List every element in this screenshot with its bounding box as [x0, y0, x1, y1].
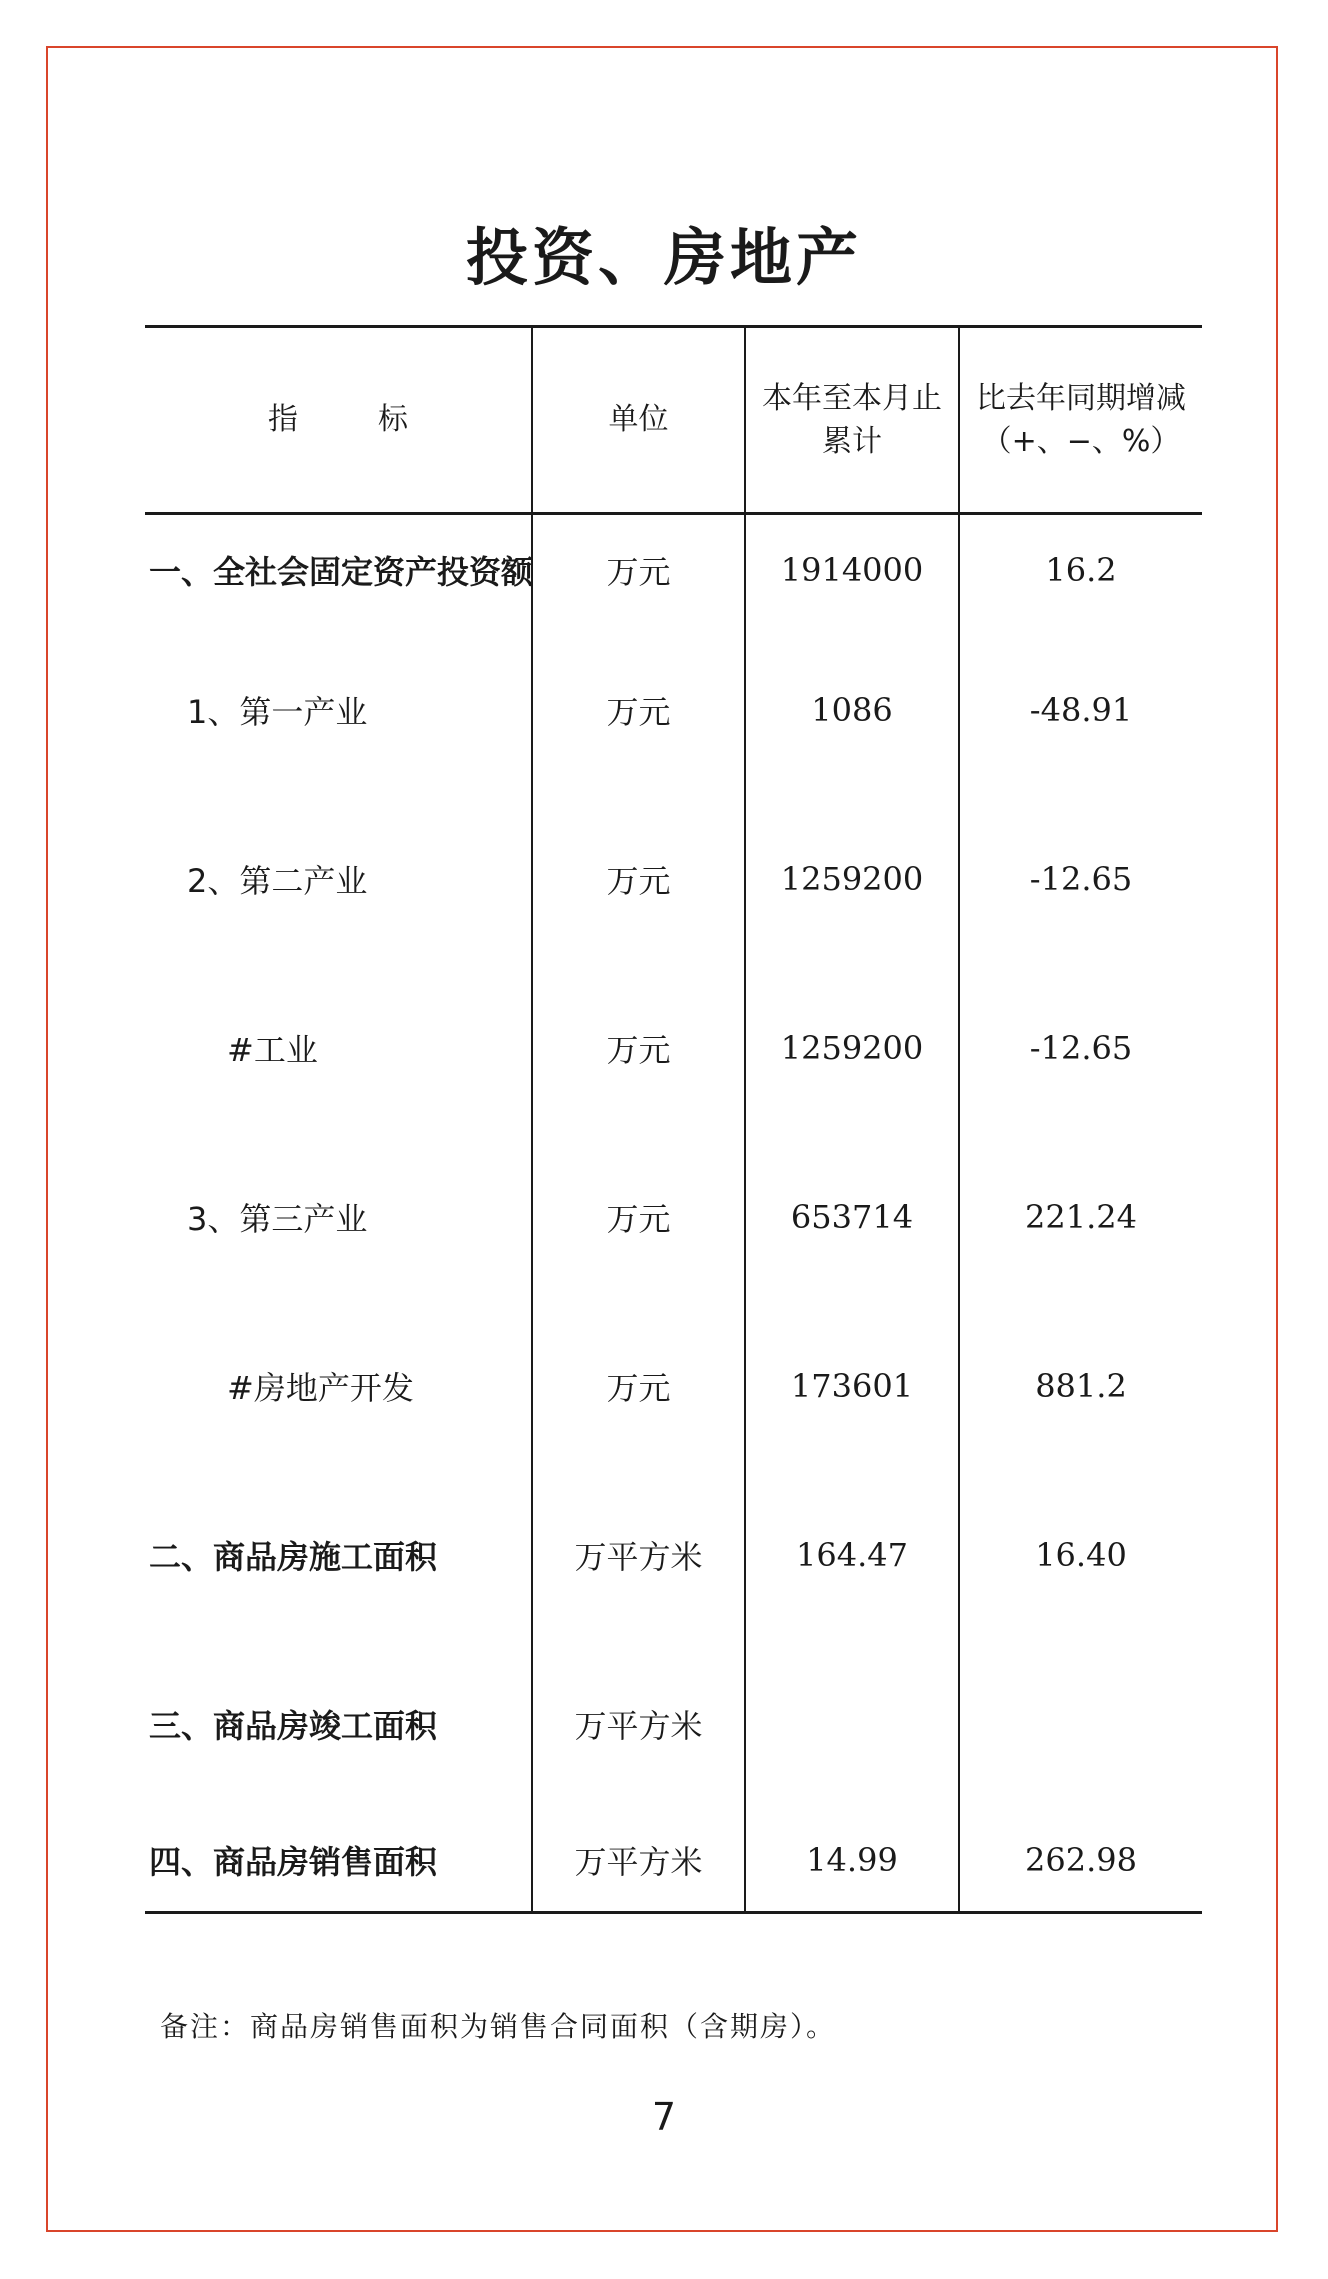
header-change — [959, 327, 1202, 514]
row-name: 3、第三产业 — [145, 1133, 532, 1302]
row-unit: 万元 — [532, 514, 745, 626]
row-name: #工业 — [145, 964, 532, 1133]
table-row — [145, 626, 1202, 795]
row-cumulative: 14.99 — [745, 1809, 959, 1913]
row-change: 881.2 — [959, 1302, 1202, 1471]
row-change: 262.98 — [959, 1809, 1202, 1913]
row-cumulative: 1259200 — [745, 795, 959, 964]
row-change: -48.91 — [959, 626, 1202, 795]
header-indicator — [145, 327, 532, 514]
page-title: 投资、房地产 — [465, 221, 862, 294]
header-unit: 单位 — [532, 327, 745, 514]
table-row — [145, 1640, 1202, 1809]
table-row — [145, 1133, 1202, 1302]
page-number: 7 — [651, 2095, 677, 2139]
header-change-line2: （+、−、%） — [981, 424, 1181, 459]
row-change — [959, 1640, 1202, 1809]
table-header-row — [145, 327, 1202, 514]
row-name: #房地产开发 — [145, 1302, 532, 1471]
table-row — [145, 1471, 1202, 1640]
row-name: 三、商品房竣工面积 — [145, 1640, 532, 1809]
row-unit: 万元 — [532, 795, 745, 964]
row-unit: 万元 — [532, 1133, 745, 1302]
row-change: -12.65 — [959, 795, 1202, 964]
row-unit: 万元 — [532, 1302, 745, 1471]
row-unit: 万平方米 — [532, 1471, 745, 1640]
row-cumulative — [745, 1640, 959, 1809]
row-name: 2、第二产业 — [145, 795, 532, 964]
header-cumulative-line2: 累计 — [822, 424, 882, 459]
row-name: 二、商品房施工面积 — [145, 1471, 532, 1640]
footnote: 备注：商品房销售面积为销售合同面积（含期房）。 — [160, 2010, 837, 2043]
table-row — [145, 795, 1202, 964]
statistics-table — [145, 325, 1202, 1914]
table-row — [145, 514, 1202, 626]
row-unit: 万平方米 — [532, 1640, 745, 1809]
header-change-line1: 比去年同期增减 — [976, 380, 1186, 416]
table-row — [145, 1809, 1202, 1913]
row-change: 221.24 — [959, 1133, 1202, 1302]
row-unit: 万元 — [532, 964, 745, 1133]
row-unit: 万元 — [532, 626, 745, 795]
row-cumulative: 173601 — [745, 1302, 959, 1471]
row-unit: 万平方米 — [532, 1809, 745, 1913]
row-cumulative: 1259200 — [745, 964, 959, 1133]
row-change: 16.40 — [959, 1471, 1202, 1640]
table-row — [145, 964, 1202, 1133]
row-name: 一、全社会固定资产投资额 — [145, 514, 532, 626]
header-cumulative — [745, 327, 959, 514]
row-cumulative: 1914000 — [745, 514, 959, 626]
header-indicator-b: 标 — [378, 402, 408, 438]
row-cumulative: 653714 — [745, 1133, 959, 1302]
header-cumulative-line1: 本年至本月止 — [762, 380, 942, 416]
table-row — [145, 1302, 1202, 1471]
row-change: 16.2 — [959, 514, 1202, 626]
row-name: 1、第一产业 — [145, 626, 532, 795]
row-cumulative: 164.47 — [745, 1471, 959, 1640]
row-cumulative: 1086 — [745, 626, 959, 795]
header-indicator-a: 指 — [268, 402, 298, 438]
row-name: 四、商品房销售面积 — [145, 1809, 532, 1913]
row-change: -12.65 — [959, 964, 1202, 1133]
